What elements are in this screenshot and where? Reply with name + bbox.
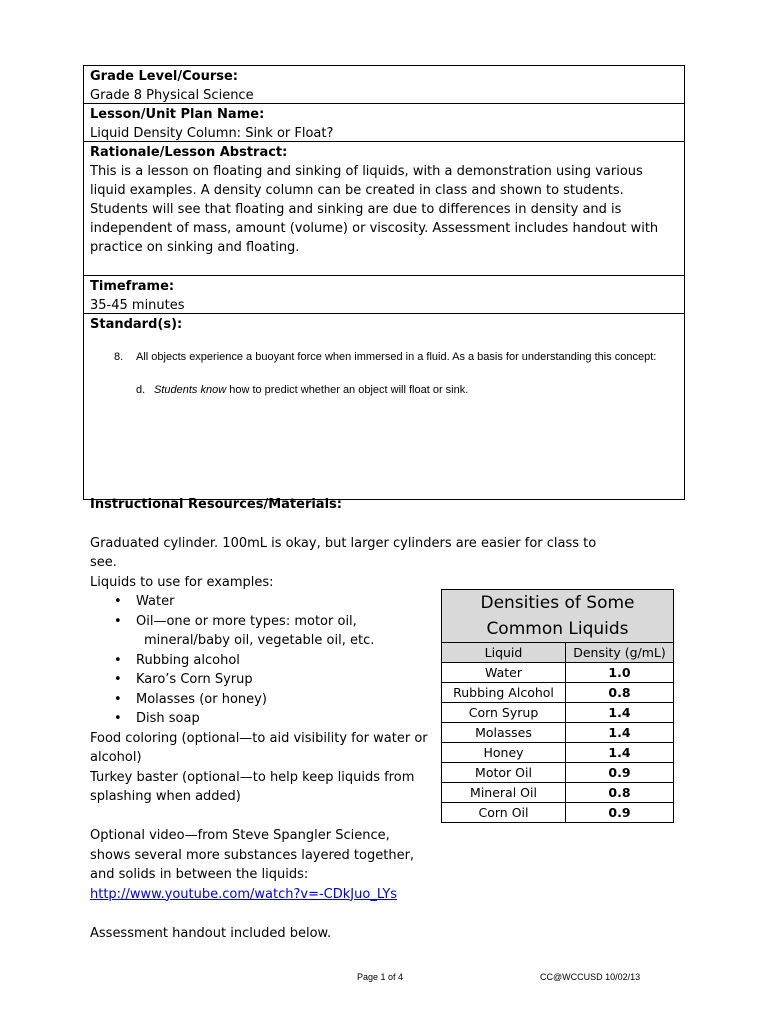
timeframe-label: Timeframe:	[90, 279, 175, 294]
sub-letter: d.	[136, 384, 146, 396]
bullet-icon: •	[114, 594, 122, 609]
food-coloring-text: Food coloring (optional—to aid visibility for water or alcohol)	[90, 730, 428, 765]
liquids-intro: Liquids to use for examples:	[90, 574, 274, 590]
list-item: • Dish soap	[90, 709, 430, 729]
lesson-row	[84, 104, 684, 142]
density-table	[441, 589, 674, 823]
bullet-icon: •	[114, 613, 122, 629]
density-table-title: Densities of Some Common Liquids	[442, 590, 674, 643]
table-row: Corn Syrup 1.4	[442, 703, 674, 723]
table-row: Motor Oil 0.9	[442, 763, 674, 783]
footer-id: CC@WCCUSD 10/02/13	[540, 972, 641, 982]
video-link[interactable]: http://www.youtube.com/watch?v=-CDkJuo_LYs	[90, 886, 398, 902]
lesson-value: Liquid Density Column: Sink or Float?	[90, 126, 334, 141]
rationale-value: This is a lesson on floating and sinking of liquids, with a demonstration using various liquid examples. A density column can be created in class and shown to students. Students will see that floating and sinking are due to differences in density and is independent of mass, amount (volume) or viscosity. Assessment includes handout with practice on sinking and floating.	[90, 164, 659, 255]
rationale-label: Rationale/Lesson Abstract:	[90, 145, 288, 160]
turkey-baster-text: Turkey baster (optional—to help keep liquids from splashing when added)	[90, 769, 415, 804]
list-item: • Karo’s Corn Syrup	[90, 670, 430, 690]
bullet-icon: •	[114, 691, 122, 707]
table-row: Rubbing Alcohol 0.8	[442, 683, 674, 703]
column-header-density: Density (g/mL)	[566, 643, 674, 663]
resources-heading: Instructional Resources/Materials:	[90, 497, 342, 512]
standards-label: Standard(s):	[90, 317, 183, 332]
sub-text: how to predict whether an object will float or sink.	[226, 384, 469, 396]
list-item: • Oil—one or more types: motor oil,	[90, 612, 430, 632]
grade-label: Grade Level/Course:	[90, 69, 238, 84]
cylinder-text: Graduated cylinder. 100mL is okay, but larger cylinders are easier for class to see.	[90, 535, 597, 570]
table-row: Water 1.0	[442, 663, 674, 683]
video-text: Optional video—from Steve Spangler Science, shows several more substances layered together, and solids in between the liquids:	[90, 828, 415, 882]
standards-row	[84, 314, 684, 499]
bullet-icon: •	[114, 672, 122, 687]
liquids-list	[90, 592, 430, 729]
lesson-plan-table	[83, 65, 685, 500]
column-header-liquid: Liquid	[442, 643, 566, 663]
standard-number: 8.	[114, 351, 124, 363]
table-row: Mineral Oil 0.8	[442, 783, 674, 803]
grade-value: Grade 8 Physical Science	[90, 88, 254, 103]
standard-subitem	[136, 384, 468, 396]
list-item: • Water	[90, 592, 430, 612]
list-item-continuation: mineral/baby oil, vegetable oil, etc.	[144, 633, 375, 648]
standard-text: All objects experience a buoyant force when immersed in a fluid. As a basis for understanding this concept:	[136, 351, 657, 363]
standard-item	[114, 351, 656, 363]
timeframe-value: 35-45 minutes	[90, 298, 185, 313]
page-number: Page 1 of 4	[357, 972, 404, 982]
table-row: Molasses 1.4	[442, 723, 674, 743]
lesson-label: Lesson/Unit Plan Name:	[90, 107, 265, 122]
rationale-row	[84, 142, 684, 276]
bullet-icon: •	[114, 652, 122, 668]
grade-row	[84, 66, 684, 104]
assessment-text: Assessment handout included below.	[90, 925, 332, 941]
bullet-icon: •	[114, 711, 122, 726]
list-item: • Rubbing alcohol	[90, 651, 430, 671]
timeframe-row	[84, 276, 684, 314]
list-item: • Molasses (or honey)	[90, 690, 430, 710]
sub-italic: Students know	[154, 384, 227, 396]
table-row: Corn Oil 0.9	[442, 803, 674, 823]
table-row: Honey 1.4	[442, 743, 674, 763]
